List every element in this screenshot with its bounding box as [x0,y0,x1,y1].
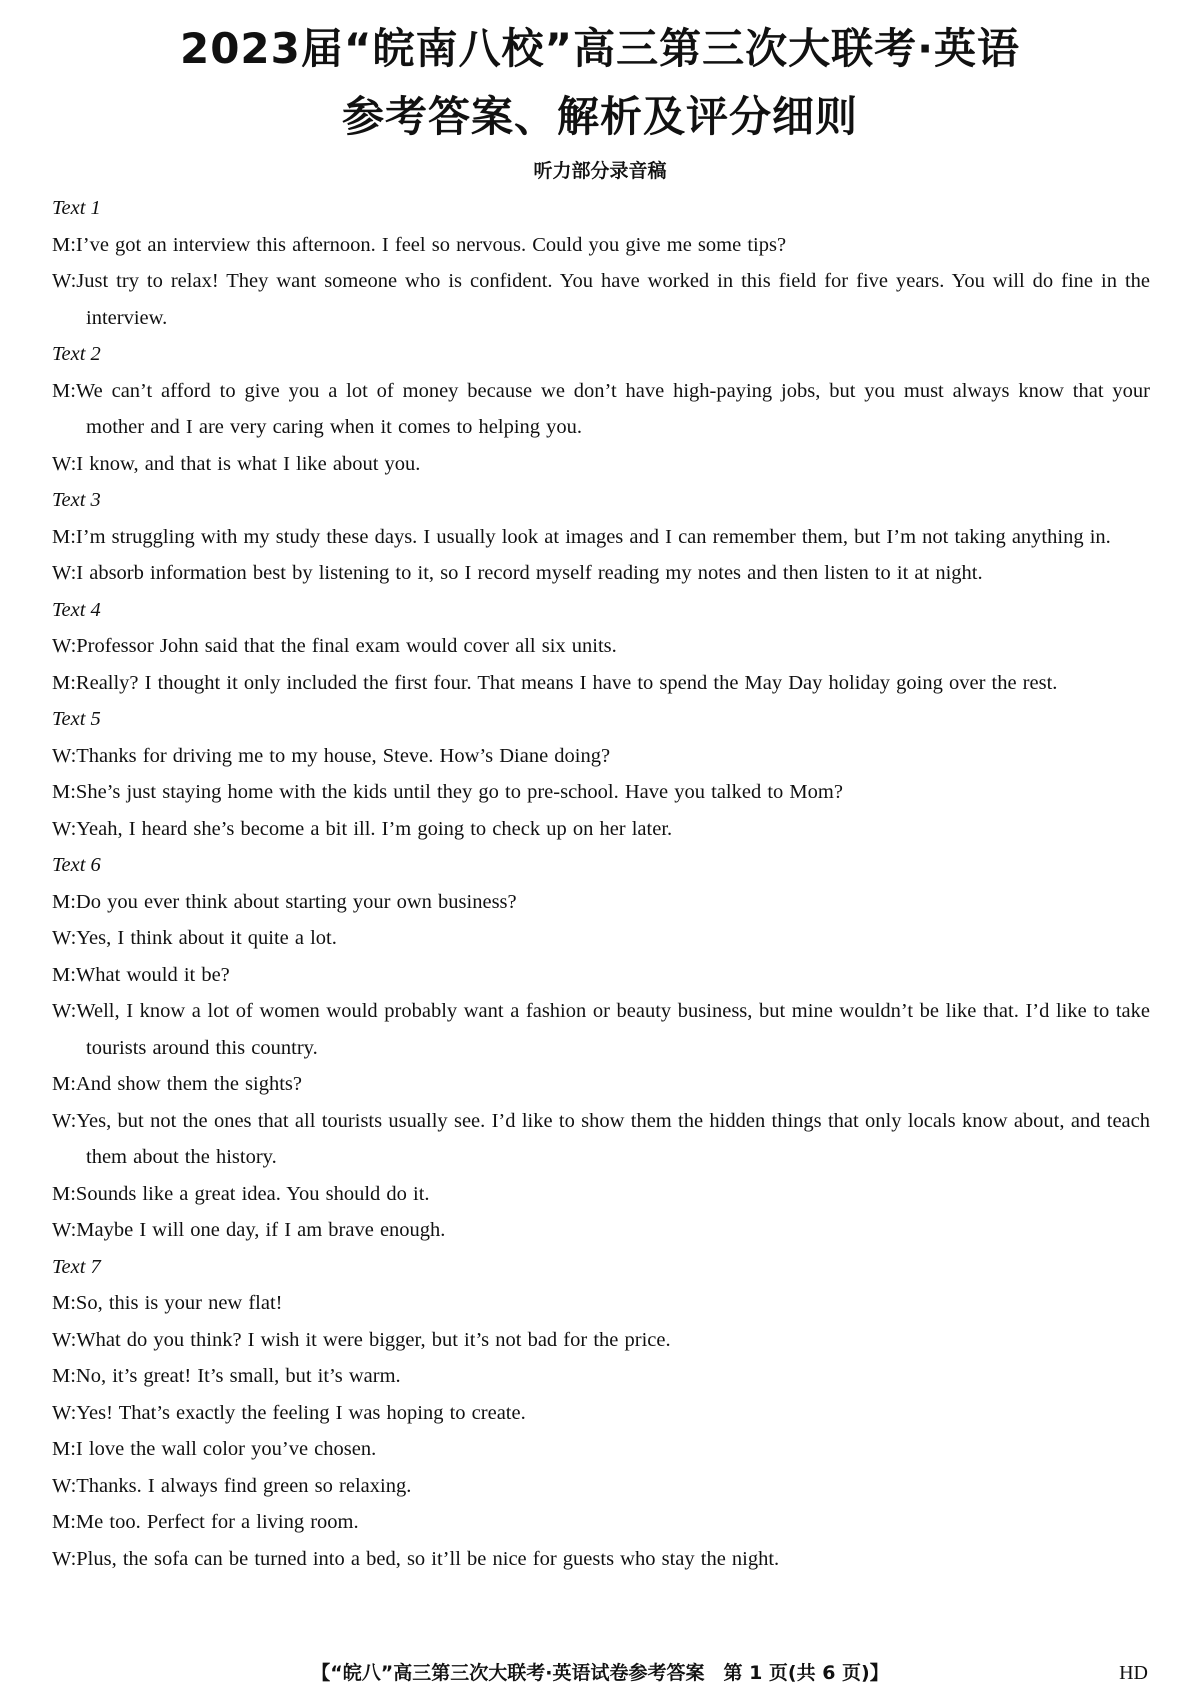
transcript-body [52,190,1150,1577]
dialogue-line: M:Do you ever think about starting your own business? [52,890,517,913]
dialogue-line: W:I absorb information best by listening to it, so I record myself reading my notes and then listen to it at night. [52,562,983,584]
dialogue-line: M:Sounds like a great idea. You should do it. [52,1182,430,1205]
dialogue-line: M:What would it be? [52,963,230,986]
dialogue-line: W:Yes! That’s exactly the feeling I was hoping to create. [52,1401,526,1424]
text-label: Text 2 [52,343,101,365]
dialogue-line: W:Yes, but not the ones that all tourists usually see. I’d like to show them the hidden things that only locals know about, and teach them about the history. [52,1109,1150,1168]
dialogue-line: W:Thanks. I always find green so relaxing. [52,1474,412,1497]
dialogue-line: M:Really? I thought it only included the first four. That means I have to spend the May Day holiday going over the rest. [52,671,1058,694]
page-footer: 【“皖八”高三第三次大联考·英语试卷参考答案 第 1 页(共 6 页)】 [311,1662,889,1684]
text-label: Text 5 [52,708,101,730]
text-label: Text 6 [52,854,101,876]
section-title: 听力部分录音稿 [533,160,667,182]
dialogue-line: W:I know, and that is what I like about you. [52,452,421,475]
dialogue-line: W:Maybe I will one day, if I am brave enough. [52,1219,446,1241]
text-label: Text 1 [52,197,101,219]
footer-code: HD [1119,1662,1148,1684]
dialogue-line: M:She’s just staying home with the kids until they go to pre-school. Have you talked to Mom? [52,781,843,803]
dialogue-line: W:Plus, the sofa can be turned into a bed, so it’ll be nice for guests who stay the night. [52,1547,780,1570]
text-label: Text 3 [52,489,101,511]
dialogue-line: W:Yeah, I heard she’s become a bit ill. I’m going to check up on her later. [52,817,673,840]
dialogue-line: M:I’m struggling with my study these days. I usually look at images and I can remember them, but I’m not taking anything in. [52,525,1111,548]
dialogue-line: M:No, it’s great! It’s small, but it’s warm. [52,1365,401,1387]
dialogue-line: M:And show them the sights? [52,1073,302,1095]
dialogue-line: M:We can’t afford to give you a lot of money because we don’t have high-paying jobs, but you must always know that your mother and I are very caring when it comes to helping you. [52,379,1150,438]
dialogue-line: M:So, this is your new flat! [52,1292,283,1314]
text-label: Text 4 [52,598,101,621]
document-title: 2023届“皖南八校”高三第三次大联考·英语 [179,24,1021,73]
dialogue-line: M:Me too. Perfect for a living room. [52,1511,359,1533]
document-subtitle: 参考答案、解析及评分细则 [341,92,858,141]
dialogue-line: M:I love the wall color you’ve chosen. [52,1438,377,1460]
dialogue-line: W:Well, I know a lot of women would probably want a fashion or beauty business, but mine wouldn’t be like that. I’d like to take tourists around this country. [52,1000,1150,1059]
text-label: Text 7 [52,1255,101,1278]
dialogue-line: W:Thanks for driving me to my house, Steve. How’s Diane doing? [52,744,611,767]
dialogue-line: M:I’ve got an interview this afternoon. I feel so nervous. Could you give me some tips? [52,233,787,256]
dialogue-line: W:What do you think? I wish it were bigger, but it’s not bad for the price. [52,1328,671,1351]
dialogue-line: W:Professor John said that the final exam would cover all six units. [52,635,617,657]
dialogue-line: W:Yes, I think about it quite a lot. [52,927,337,949]
dialogue-line: W:Just try to relax! They want someone who is confident. You have worked in this field for five years. You will do fine in the interview. [52,270,1150,329]
